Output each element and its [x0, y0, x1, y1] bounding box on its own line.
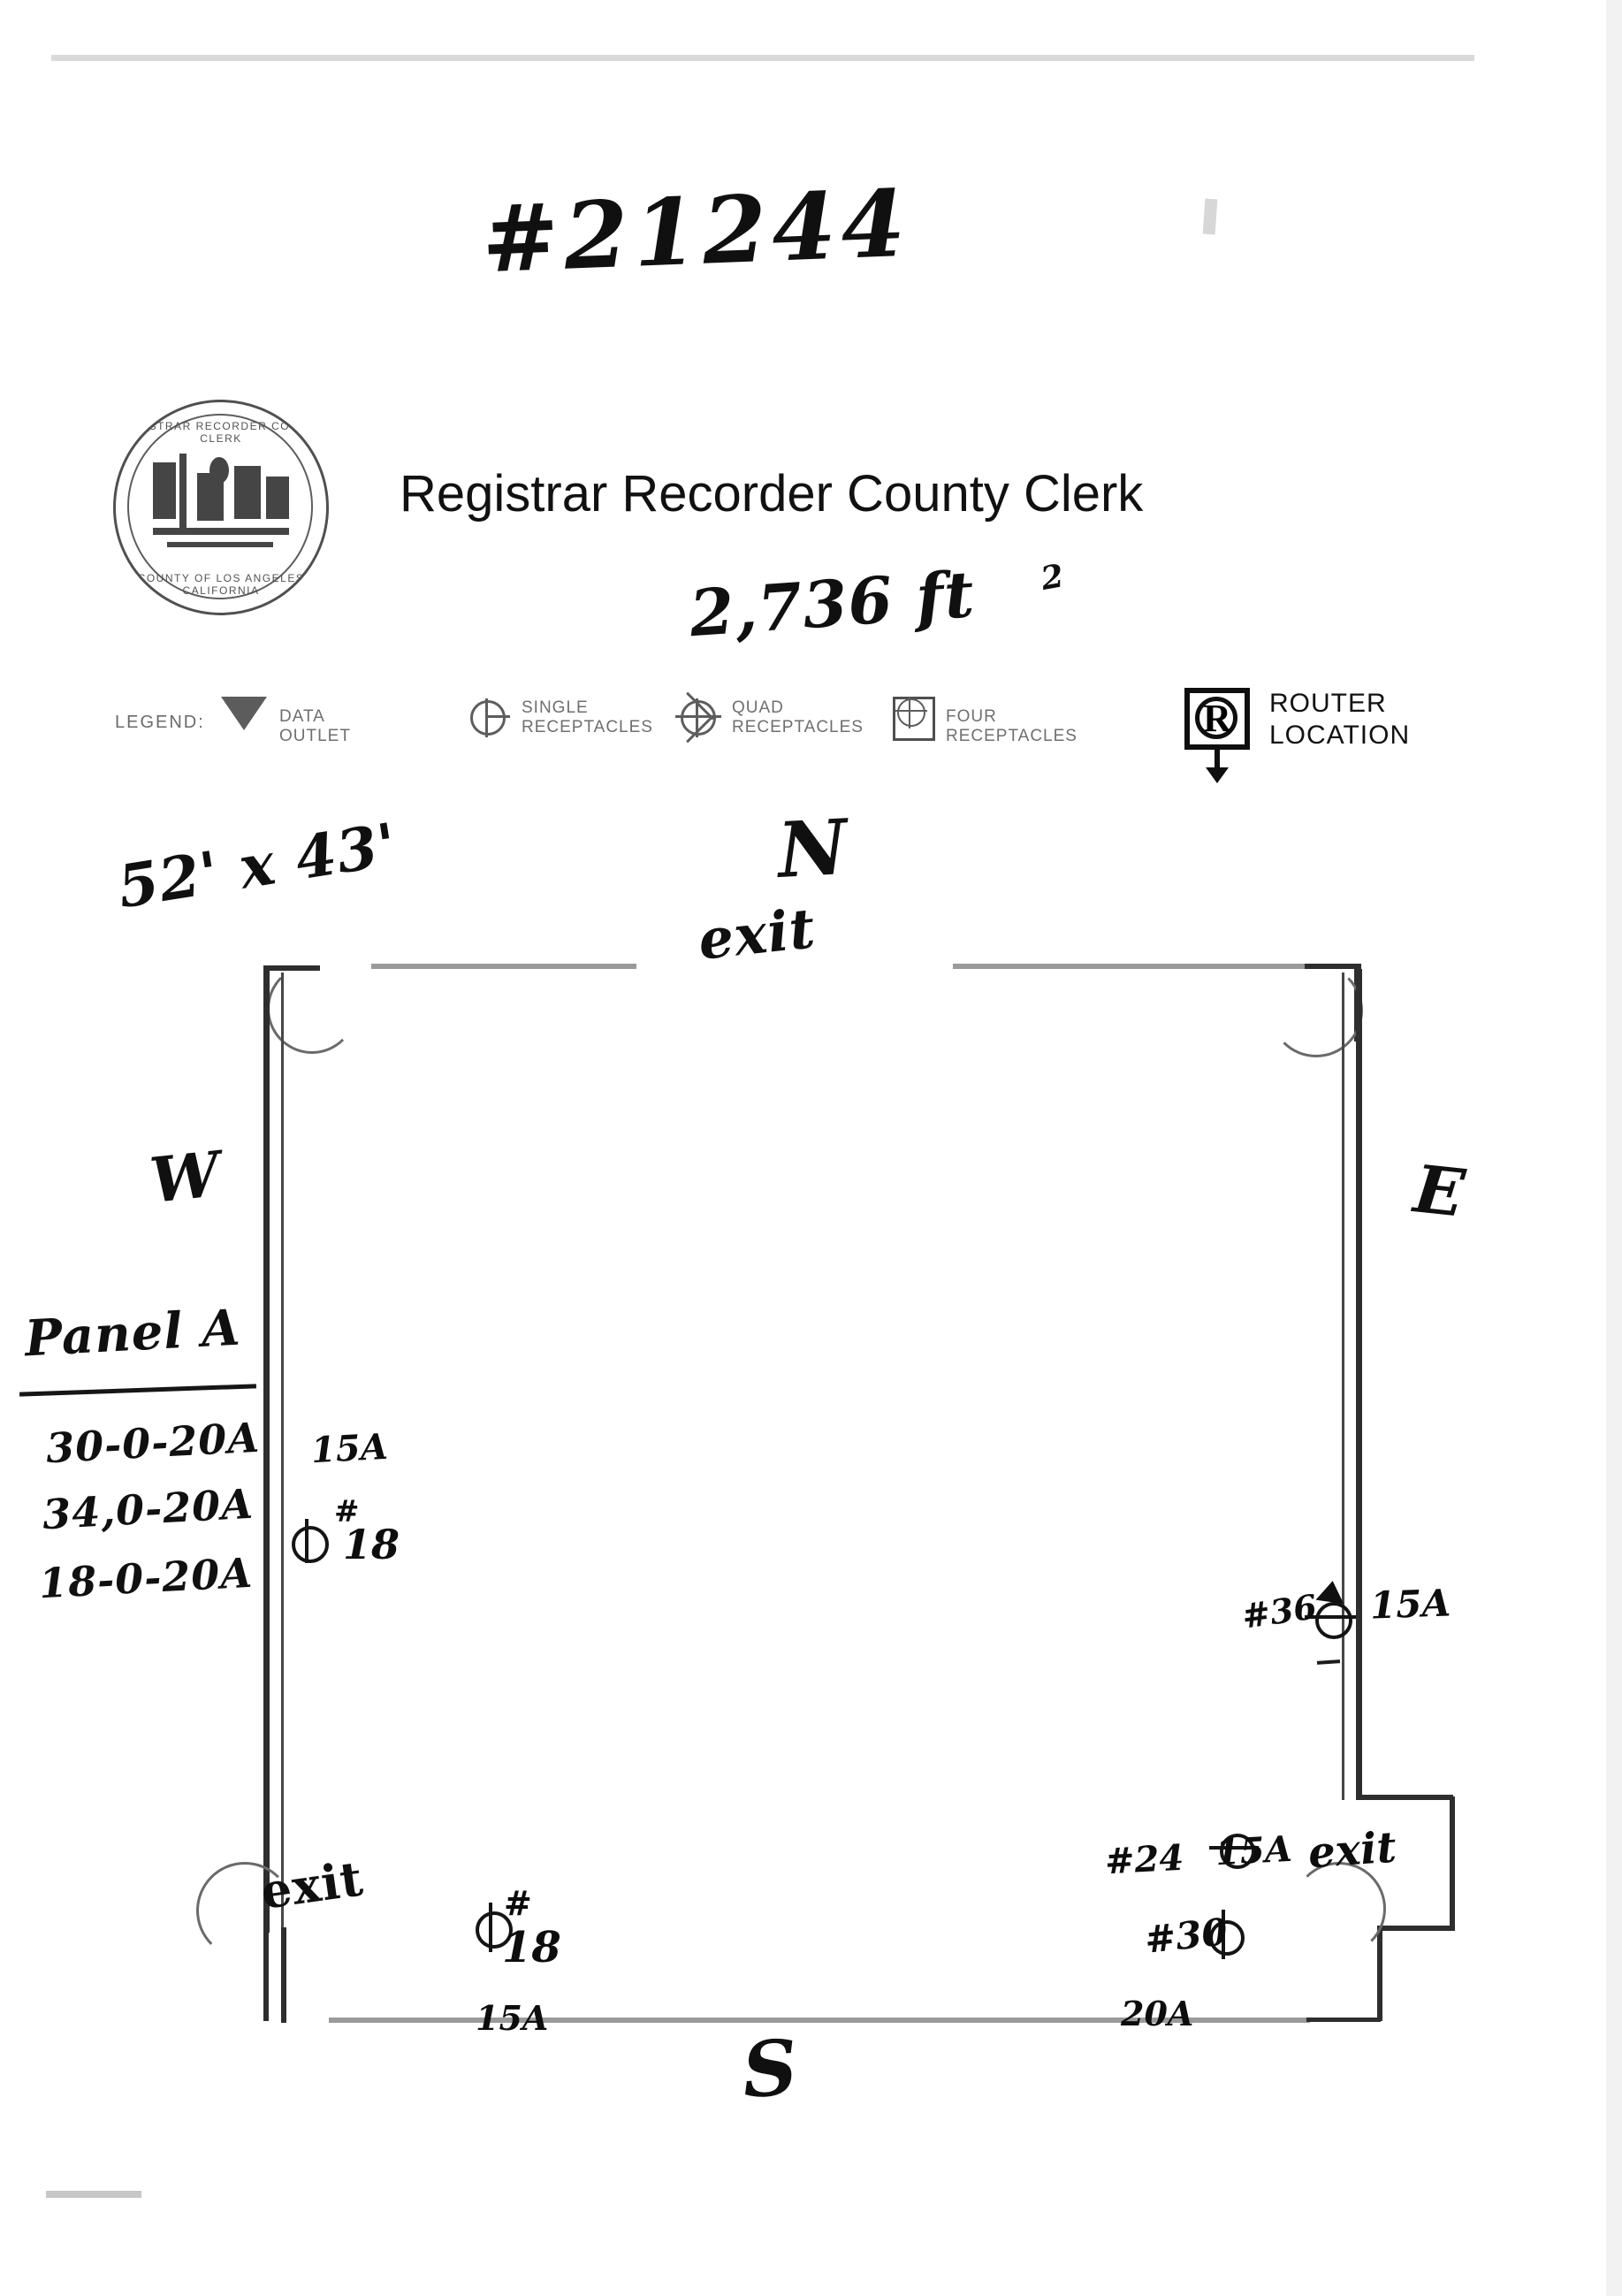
seal-text-top: REGISTRAR RECORDER COUNTY CLERK	[118, 420, 324, 445]
wall-west	[263, 969, 270, 1933]
wall-south-right-stub	[1306, 2018, 1381, 2022]
compass-north-label: N	[775, 802, 851, 896]
annotation-southwest-circuit: 18	[502, 1923, 561, 1972]
north-exit-label: exit	[695, 896, 819, 973]
panel-a-line-1: 30-0-20A	[44, 1413, 262, 1473]
southeast-exit-label: exit	[1306, 1822, 1398, 1879]
handwritten-room-dimensions: 52' x 43'	[112, 809, 402, 922]
legend-item-label: DATA OUTLET	[279, 707, 351, 745]
wall-north-right	[953, 964, 1317, 969]
handwritten-area-note: 2,736 ft	[687, 555, 978, 652]
wall-east-jog-vertical	[1450, 1796, 1455, 1929]
wall-west-inner-line	[281, 973, 284, 1933]
compass-west-label: W	[146, 1137, 225, 1217]
receptacle-symbol-east	[1315, 1602, 1352, 1639]
handwritten-area-exponent: 2	[1038, 557, 1068, 598]
legend-item-sublabel: RECEPTACLES	[732, 718, 864, 736]
annotation-west-amp: 15A	[309, 1425, 389, 1472]
receptacle-symbol-west-bar	[305, 1519, 308, 1563]
seal-text-bottom: COUNTY OF LOS ANGELES CALIFORNIA	[137, 572, 305, 597]
annotation-southwest-amp: 15A	[476, 1998, 549, 2038]
annotation-southeast-amp: 15A	[1214, 1827, 1293, 1874]
wall-east-jog-bottom	[1379, 1926, 1455, 1931]
receptacle-symbol-southwest-bar	[489, 1903, 492, 1952]
annotation-west-hash: #	[334, 1494, 360, 1529]
legend-item-label: QUAD	[732, 698, 784, 717]
annotation-east-amp: 15A	[1369, 1581, 1451, 1628]
compass-east-label: E	[1410, 1151, 1469, 1232]
annotation-southeast-circuit-2: #30	[1142, 1910, 1230, 1962]
page-title: Registrar Recorder County Clerk	[400, 465, 1144, 523]
wall-east-inner-line	[1342, 973, 1344, 1800]
router-letter: R	[1203, 697, 1231, 740]
legend-item-label: ROUTER	[1269, 689, 1387, 718]
wall-north-left	[371, 964, 636, 969]
legend-item-label: FOUR RECEPTACLES	[946, 707, 1078, 745]
wall-east-upper	[1356, 969, 1362, 1800]
annotation-east-circuit: #36	[1239, 1586, 1320, 1636]
annotation-southeast-amp-2: 20A	[1121, 1994, 1194, 2033]
handwritten-document-number: #21244	[479, 168, 913, 294]
annotation-southwest-hash: #	[504, 1883, 532, 1923]
legend-item-sublabel: LOCATION	[1269, 721, 1411, 750]
southwest-exit-label: exit	[257, 1850, 367, 1920]
panel-a-line-3: 18-0-20A	[37, 1548, 255, 1608]
data-outlet-symbol-east	[1315, 1579, 1346, 1604]
annotation-east-tick	[1317, 1659, 1340, 1665]
annotation-west-circuit: 18	[343, 1521, 400, 1568]
legend-item-label: SINGLE	[522, 698, 589, 717]
compass-south-label: S	[739, 2022, 802, 2117]
legend-label: LEGEND:	[115, 713, 205, 732]
annotation-southeast-circuit: #24	[1103, 1836, 1185, 1883]
panel-a-title: Panel A	[23, 1298, 243, 1369]
panel-a-underline	[19, 1384, 256, 1396]
wall-east-jog-horizontal	[1356, 1795, 1453, 1800]
receptacle-symbol-west	[292, 1526, 329, 1563]
legend-item-sublabel: RECEPTACLES	[522, 718, 653, 736]
door-jamb-southeast	[1377, 1926, 1382, 2021]
panel-a-line-2: 34,0-20A	[41, 1479, 255, 1539]
door-swing-northeast	[1269, 964, 1363, 1057]
